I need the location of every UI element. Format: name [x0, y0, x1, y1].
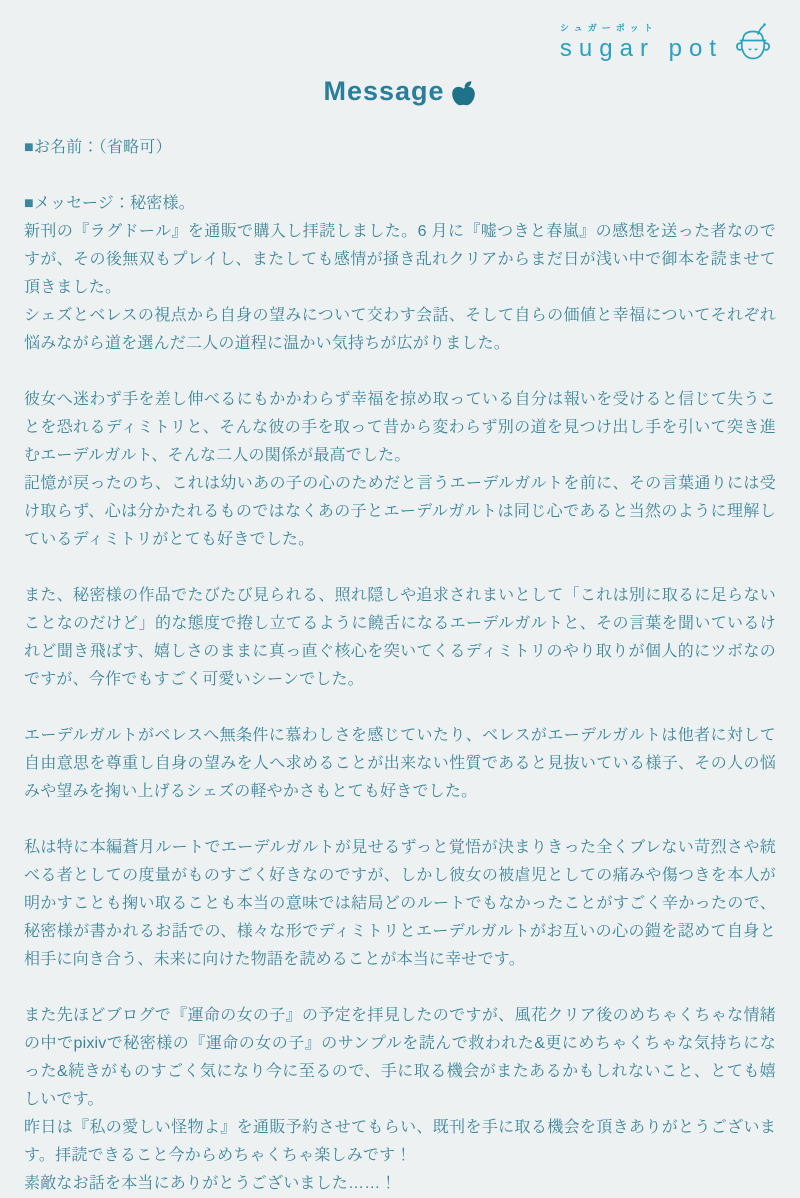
- site-header: [24, 0, 776, 62]
- logo-kana-label: シュガーポット: [559, 22, 658, 33]
- message-line: 昨日は『私の愛しい怪物よ』を通販予約させてもらい、既刊を手に取る機会を頂きありがとうございます。拝読できること今からめちゃくちゃ楽しみです！: [24, 1119, 776, 1164]
- message-block-1: [24, 190, 776, 358]
- message-line: 彼女へ迷わず手を差し伸べるにもかかわらず幸福を掠め取っている自分は報いを受けると信じて失うことを恐れるディミトリと、そんな彼の手を取って昔から変わらず別の道を見つけ出し手を引いて突き進むエーデルガルト、そんな二人の関係が最高でした。: [24, 391, 776, 464]
- message-body: [24, 134, 776, 1198]
- message-line: 記憶が戻ったのち、これは幼いあの子の心のためだと言うエーデルガルトを前に、その言葉通りには受け取らず、心は分かたれるものではなくあの子とエーデルガルトは同じ心であると当然のように理解しているディミトリがとても好きでした。: [24, 475, 776, 548]
- message-line: また、秘密様の作品でたびたび見られる、照れ隠しや追求されまいとして「これは別に取るに足らないことなのだけど」的な態度で捲し立てるように饒舌になるエーデルガルトと、その言葉を聞いているけれど聞き飛ばす、嬉しさのままに真っ直ぐ核心を突いてくるディミトリのやり取りが個人的にツボなのですが、今作でもすごく可愛いシーンでした。: [24, 587, 776, 688]
- message-line: 私は特に本編蒼月ルートでエーデルガルトが見せるずっと覚悟が決まりきった全くブレない苛烈さや統べる者としての度量がものすごく好きなのですが、しかし彼女の被虐児としての痛みや傷つきを本人が明かすことも掬い取ることも本当の意味では結局どのルートでもなかったことがすごく辛かったので、秘密様が書かれるお話での、様々な形でディミトリとエーデルガルトがお互いの心の鎧を認めて自身と相手に向き合う、未来に向けた物語を読めることが本当に幸せです。: [24, 839, 776, 968]
- apple-icon: [450, 77, 477, 107]
- message-line: また先ほどブログで『運命の女の子』の予定を拝見したのですが、風花クリア後のめちゃくちゃな情緒の中でpixivで秘密様の『運命の女の子』のサンプルを読んで救われた&更にめちゃくちゃな気持ちになった&続きがものすごく気になり今に至るので、手に取る機会がまたあるかもしれないこと、とても嬉しいです。: [24, 1007, 776, 1108]
- name-field-block: [24, 134, 776, 162]
- page-title-row: [24, 76, 776, 107]
- message-block-6: [24, 1002, 776, 1198]
- sugar-pot-icon: [732, 22, 774, 62]
- message-label: ■メッセージ：秘密様。: [24, 195, 195, 212]
- message-block-2: [24, 386, 776, 554]
- site-logo: [560, 24, 723, 61]
- message-block-3: [24, 582, 776, 694]
- message-block-5: [24, 834, 776, 974]
- message-line: シェズとベレスの視点から自身の望みについて交わす会話、そして自らの価値と幸福についてそれぞれ悩みながら道を選んだ二人の道程に温かい気持ちが広がりました。: [24, 307, 776, 352]
- logo-name-label: sugar pot: [559, 34, 723, 62]
- message-line: 素敵なお話を本当にありがとうございました……！: [24, 1175, 397, 1192]
- message-line: エーデルガルトがベレスへ無条件に慕わしさを感じていたり、ベレスがエーデルガルトは他者に対して自由意思を尊重し自身の望みを人へ求めることが出来ない性質であると見抜いている様子、その人の悩みや望みを掬い上げるシェズの軽やかさもとても好きでした。: [24, 727, 776, 800]
- page-title: Message: [323, 76, 445, 106]
- name-label: ■お名前：（省略可）: [24, 139, 172, 156]
- message-block-4: [24, 722, 776, 806]
- message-line: 新刊の『ラグドール』を通販で購入し拝読しました。6 月に『嘘つきと春嵐』の感想を送った者なのですが、その後無双もプレイし、またしても感情が掻き乱れクリアからまだ日が浅い中で御本を読ませて頂きました。: [24, 223, 776, 296]
